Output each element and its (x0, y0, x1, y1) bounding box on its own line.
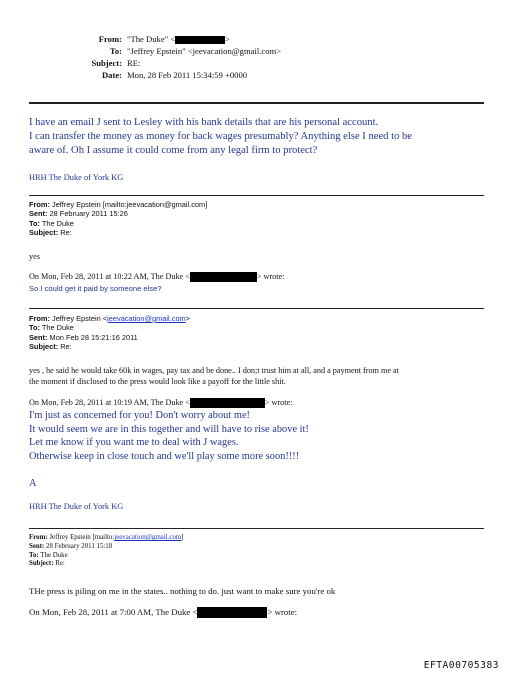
reply-body: THe press is piling on me in the states.. nothing to do. just want to make sure you're ok (29, 586, 336, 596)
date-value: Mon, 28 Feb 2011 15:34:59 +0000 (127, 70, 248, 80)
signature: HRH The Duke of York KG (29, 173, 124, 182)
redaction-box (197, 607, 267, 618)
divider (29, 528, 484, 529)
redaction-box (175, 36, 225, 44)
quoted-text: So I could get it paid by someone else? (29, 284, 162, 293)
redaction-box (190, 398, 265, 408)
to-value: "Jeffrey Epstein" <jeevacation@gmail.com> (127, 46, 282, 56)
reply-header: From: Jeffrey Epstein [mailto:jeevacation@gmail.com] Sent: 28 February 2011 15:26 To: The Duke Subject: Re: (29, 200, 208, 238)
quote-line: On Mon, Feb 28, 2011 at 10:22 AM, The Duke < > wrote: (29, 272, 285, 281)
divider (29, 308, 484, 309)
bates-number: EFTA00705383 (423, 660, 499, 671)
from-value: "The Duke" < > (127, 34, 230, 44)
initial: A (29, 478, 37, 489)
email-link[interactable]: jeevacation@gmail.com (114, 534, 182, 541)
reply-header: From: Jeffrey Epstein [mailto:jeevacation@gmail.com] Sent: 28 February 2011 15:18 To: The Duke Subject: Re: (29, 534, 184, 568)
signature: HRH The Duke of York KG (29, 502, 124, 511)
quote-line: On Mon, Feb 28, 2011 at 10:19 AM, The Duke < > wrote: (29, 398, 293, 407)
from-label: From: (98, 34, 122, 44)
reply-body: yes , he said he would take 60k in wages, pay tax and be done.. I don;t trust him at all, and a payment from me at the moment if disclosed to the press would look like a payoff for the little shit. (29, 366, 399, 386)
subject-label: Subject: (91, 58, 122, 68)
reply-header: From: Jeffrey Epstein <jeevacation@gmail.com> To: The Duke Sent: Mon Feb 28 15:21:16 2011 Subject: Re: (29, 314, 191, 352)
divider (29, 195, 484, 196)
redaction-box (190, 272, 257, 282)
quote-line: On Mon, Feb 28, 2011 at 7:00 AM, The Duke < > wrote: (29, 607, 298, 617)
message-body: I have an email J sent to Lesley with his bank details that are his personal account. I can transfer the money as money for back wages presumably? Anything else I need to be aware of. Oh I assume it could come from any legal firm to protect? (29, 117, 413, 156)
date-label: Date: (101, 70, 122, 80)
header-divider (29, 102, 484, 104)
reply-body: yes (29, 252, 40, 261)
subject-value: RE: (127, 58, 141, 68)
email-link[interactable]: jeevacation@gmail.com (107, 314, 186, 323)
to-label: To: (109, 46, 122, 56)
quoted-text: I'm just as concerned for you! Don't worry about me! It would seem we are in this together and will have to rise above it! Let me know if you want me to deal with J wages. Otherwise keep in close touch and we'll play some more soon!!!! (29, 410, 309, 462)
